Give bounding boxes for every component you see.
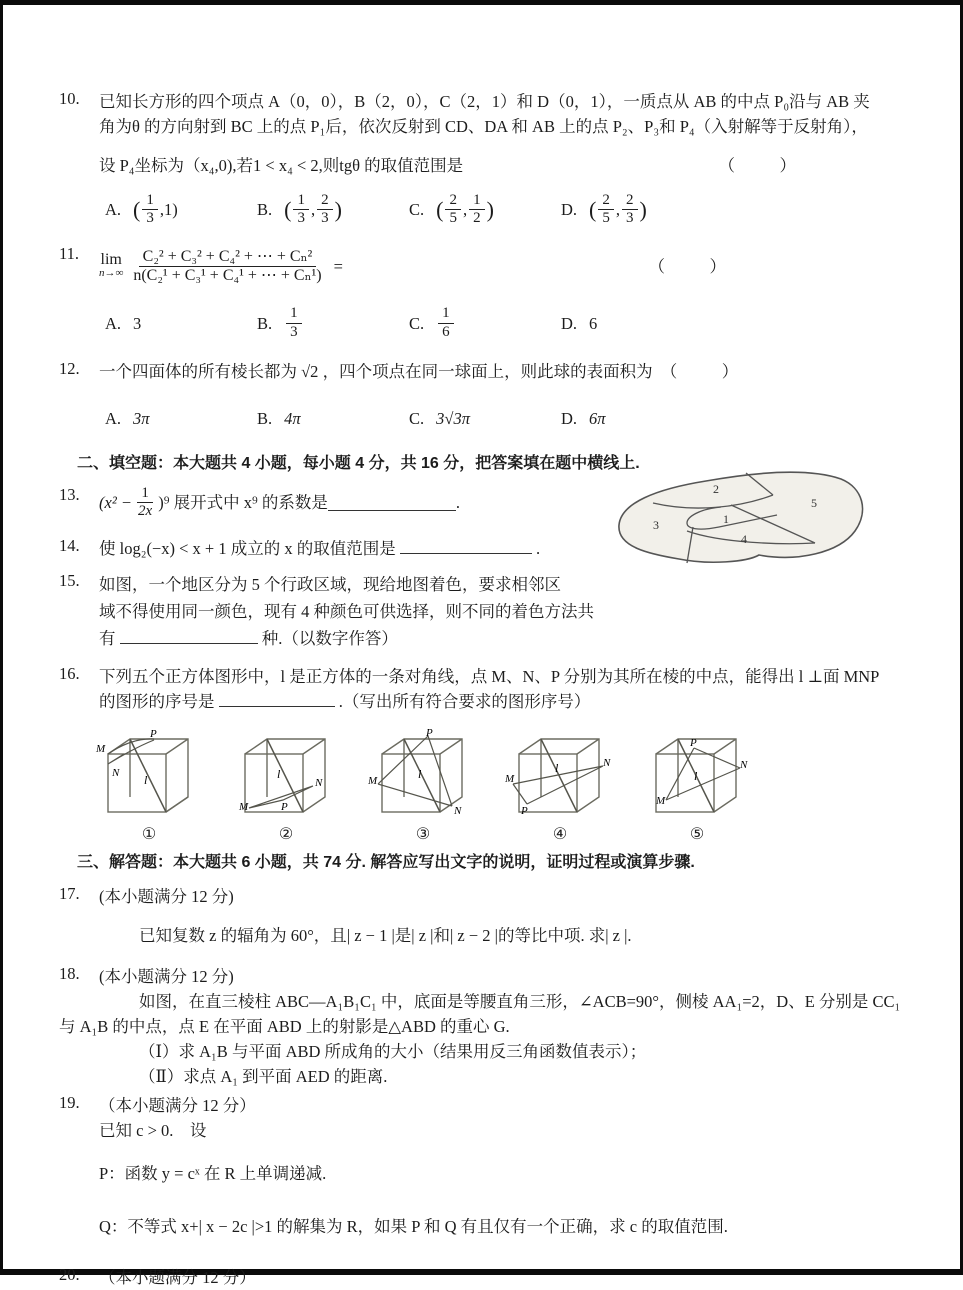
answer-bracket: （ ） — [648, 256, 740, 276]
cube-number: ① — [141, 826, 157, 844]
point-label-m: M — [239, 801, 249, 814]
fraction: $\frac{2}{5}$ — [598, 192, 614, 228]
point-label-n: N — [112, 767, 120, 780]
point-label-n: N — [454, 805, 462, 818]
option-text: ) — [639, 197, 647, 223]
question-text: 已知复数 z 的辐角为 60°，且| z − 1 |是| z |和| z − 2 |的等比中项. 求| z |. — [139, 926, 632, 946]
option-text: ) — [486, 197, 494, 223]
option-label: B. — [257, 408, 273, 428]
question-text: 与 A₁B 的中点，点 E 在平面 ABD 上的射影是△ABD 的重心 G. — [59, 1017, 510, 1037]
point-label-p: P — [281, 801, 288, 814]
fraction: $\frac{1}{2x}$ — [138, 484, 153, 520]
option-c — [409, 406, 561, 431]
question-text: 使 log₂(−x) < x + 1 成立的 x 的取值范围是 — [99, 539, 396, 559]
question-15 — [59, 571, 920, 652]
option-a — [105, 192, 257, 228]
cube-number: ③ — [415, 826, 431, 844]
section-3-title: 三、解答题：本大题共 6 小题，共 74 分. 解答应写出文字的说明，证明过程或演算步骤. — [77, 854, 695, 872]
question-text: .（写出所有符合要求的图形序号） — [338, 692, 591, 712]
option-text: ) — [334, 197, 342, 223]
point-label-m: M — [656, 795, 666, 808]
map-region-label: 1 — [723, 512, 729, 526]
question-11 — [59, 244, 920, 351]
cube-figure-3 — [363, 728, 483, 844]
diagonal-label-l: l — [144, 773, 148, 788]
question-19 — [59, 1093, 920, 1239]
option-text: , — [615, 200, 620, 220]
option-label: A. — [105, 408, 122, 428]
question-number: 20. — [59, 1265, 80, 1285]
question-number: 12. — [59, 358, 80, 378]
option-label: C. — [409, 408, 425, 428]
option-text: 4π — [284, 408, 301, 428]
limit-symbol: lim n→∞ — [99, 251, 124, 280]
question-points: （本小题满分 12 分） — [99, 1268, 256, 1288]
section-2-title: 二、填空题：本大题共 4 小题，每小题 4 分，共 16 分，把答案填在题中横线上. — [77, 454, 640, 472]
option-text: ( — [284, 197, 292, 223]
question-subitem: （Ⅰ）求 A₁B 与平面 ABD 所成角的大小（结果用反三角函数值表示）； — [139, 1042, 647, 1062]
question-number: 18. — [59, 964, 80, 984]
option-b — [257, 406, 409, 431]
question-text: )⁹ 展开式中 x⁹ 的系数是 — [158, 493, 328, 513]
fraction: $\frac{1}{2}$ — [469, 192, 485, 228]
diagonal-label-l: l — [694, 769, 698, 784]
question-text: . — [455, 493, 460, 513]
statement-p: P：函数 y = cˣ 在 R 上单调递减. — [99, 1164, 327, 1184]
diagonal-label-l: l — [277, 767, 281, 782]
cube-figure-5 — [637, 728, 757, 844]
answer-blank — [120, 628, 258, 644]
option-text: , — [462, 200, 468, 220]
cube-figures-row — [89, 728, 920, 844]
question-text: ，四个项点在同一球面上，则此球的表面积为 — [322, 361, 653, 381]
option-text: 3π — [133, 408, 150, 428]
option-c — [409, 192, 561, 228]
option-b — [257, 305, 409, 341]
limit-formula — [99, 248, 920, 286]
option-text: ( — [589, 197, 597, 223]
equals-sign: = — [333, 256, 343, 276]
cube-number: ④ — [552, 826, 568, 844]
option-label: C. — [409, 200, 425, 220]
question-text: 角为θ 的方向射到 BC 上的点 P₁后，依次反射到 CD、DA 和 AB 上的点 P₂、P₃和 P₄（入射解等于反射角）， — [99, 117, 868, 136]
option-text: 3√3π — [436, 408, 470, 428]
question-text: 的图形的序号是 — [99, 692, 215, 712]
answer-blank — [328, 495, 456, 511]
cube-figure-2 — [226, 728, 346, 844]
options-row — [105, 305, 920, 341]
fraction: $\frac{1}{6}$ — [438, 305, 454, 341]
option-text: ( — [436, 197, 444, 223]
option-text: 6π — [589, 408, 606, 428]
option-d — [561, 406, 713, 431]
exam-page — [3, 5, 960, 1290]
point-label-m: M — [96, 743, 106, 756]
question-text: 如图，在直三棱柱 ABC—A₁B₁C₁ 中，底面是等腰直角三形，∠ACB=90°，侧棱 AA₁=2，D、E 分别是 CC₁ — [139, 992, 901, 1012]
question-number: 10. — [59, 89, 80, 108]
map-region-label: 5 — [811, 496, 817, 510]
option-text: , — [310, 200, 316, 220]
map-region-label: 2 — [713, 482, 719, 496]
diagonal-label-l: l — [418, 767, 422, 782]
question-text: 种.（以数字作答） — [261, 629, 398, 649]
question-number: 17. — [59, 884, 80, 904]
question-number: 16. — [59, 664, 80, 684]
point-label-p: P — [521, 805, 528, 818]
fraction: $\frac{2}{3}$ — [622, 192, 638, 228]
question-text: 设 P₄坐标为（x₄,0),若1 < x₄ < 2,则tgθ 的取值范围是 — [99, 156, 464, 175]
answer-bracket: （ ） — [660, 361, 753, 381]
question-text: . — [536, 539, 541, 559]
question-text: 下列五个正方体图形中，l 是正方体的一条对角线，点 M、N、P 分别为其所在棱的中点，能得出 l ⊥面 MNP — [99, 667, 880, 687]
question-text: 如图，一个地区分为 5 个行政区域，现给地图着色，要求相邻区 — [99, 575, 561, 595]
cube-number: ② — [278, 826, 294, 844]
question-text: (x² − — [99, 493, 133, 513]
question-number: 15. — [59, 571, 80, 591]
option-label: D. — [561, 200, 578, 220]
question-16 — [59, 664, 920, 714]
point-label-n: N — [603, 757, 611, 770]
question-points: (本小题满分 12 分) — [99, 887, 234, 907]
option-text: 6 — [589, 313, 598, 333]
statement-q: Q：不等式 x+| x − 2c |>1 的解集为 R，如果 P 和 Q 有且仅有一个正确，求 c 的取值范围. — [99, 1217, 728, 1237]
answer-blank — [219, 691, 335, 707]
point-label-m: M — [368, 775, 378, 788]
question-20 — [59, 1265, 920, 1290]
point-label-m: M — [505, 773, 515, 786]
option-label: C. — [409, 313, 425, 333]
fraction: $\frac{1}{3}$ — [293, 192, 309, 228]
options-row — [105, 406, 920, 431]
question-number: 11. — [59, 243, 80, 263]
options-row — [105, 192, 920, 228]
question-18 — [59, 964, 920, 1089]
option-label: B. — [257, 200, 273, 220]
cube-figure-1 — [89, 728, 209, 844]
question-text: 域不得使用同一颜色，现有 4 种颜色可供选择，则不同的着色方法共 — [99, 602, 594, 622]
option-d — [561, 192, 713, 228]
question-number: 13. — [59, 484, 80, 504]
option-a — [105, 406, 257, 431]
option-label: B. — [257, 313, 273, 333]
option-a — [105, 311, 257, 336]
option-label: A. — [105, 313, 122, 333]
option-label: A. — [105, 200, 122, 220]
question-text: 一个四面体的所有棱长都为 — [99, 361, 297, 381]
fraction: $\frac{1}{3}$ — [286, 305, 302, 341]
option-label: D. — [561, 408, 578, 428]
fraction: $\frac{2}{5}$ — [445, 192, 461, 228]
region-map-figure — [601, 463, 881, 580]
answer-blank — [400, 538, 532, 554]
option-d — [561, 311, 713, 336]
question-text: 已知 c > 0. 设 — [99, 1121, 207, 1141]
option-text: ( — [133, 197, 141, 223]
fraction: $\frac{1}{3}$ — [142, 192, 158, 228]
sqrt-expression: √2 — [301, 361, 319, 381]
point-label-p: P — [426, 728, 433, 740]
question-points: (本小题满分 12 分) — [99, 967, 234, 987]
diagonal-label-l: l — [555, 761, 559, 776]
option-text: 3 — [133, 313, 142, 333]
map-region-label: 3 — [653, 518, 659, 532]
option-b — [257, 192, 409, 228]
answer-bracket: （ ） — [718, 156, 810, 175]
question-points: （本小题满分 12 分） — [99, 1096, 256, 1116]
option-c — [409, 305, 561, 341]
point-label-p: P — [690, 737, 697, 750]
point-label-n: N — [315, 777, 323, 790]
point-label-p: P — [150, 728, 157, 741]
cube-figure-4 — [500, 728, 620, 844]
question-text: 已知长方形的四个项点 A（0，0），B（2，0），C（2，1）和 D（0，1），一质点从 AB 的中点 P₀沿与 AB 夹 — [99, 92, 870, 111]
question-17 — [59, 884, 920, 948]
option-text: ,1) — [159, 200, 178, 220]
point-label-n: N — [740, 759, 748, 772]
option-label: D. — [561, 313, 578, 333]
cube-number: ⑤ — [689, 826, 705, 844]
question-10 — [59, 89, 920, 238]
question-12 — [59, 359, 920, 441]
fraction: $\frac{\text{C₂² + C₃² + C₄² + ⋯ + Cₙ²}}{\text{n(C₂¹ + C₃¹ + C₄¹ + ⋯ + Cₙ¹)}}$ — [133, 247, 322, 284]
question-subitem: （Ⅱ）求点 A₁ 到平面 AED 的距离. — [139, 1067, 388, 1087]
question-text: 有 — [99, 629, 116, 649]
question-number: 19. — [59, 1093, 80, 1113]
fraction: $\frac{2}{3}$ — [317, 192, 333, 228]
map-region-label: 4 — [741, 532, 747, 546]
question-number: 14. — [59, 536, 80, 556]
